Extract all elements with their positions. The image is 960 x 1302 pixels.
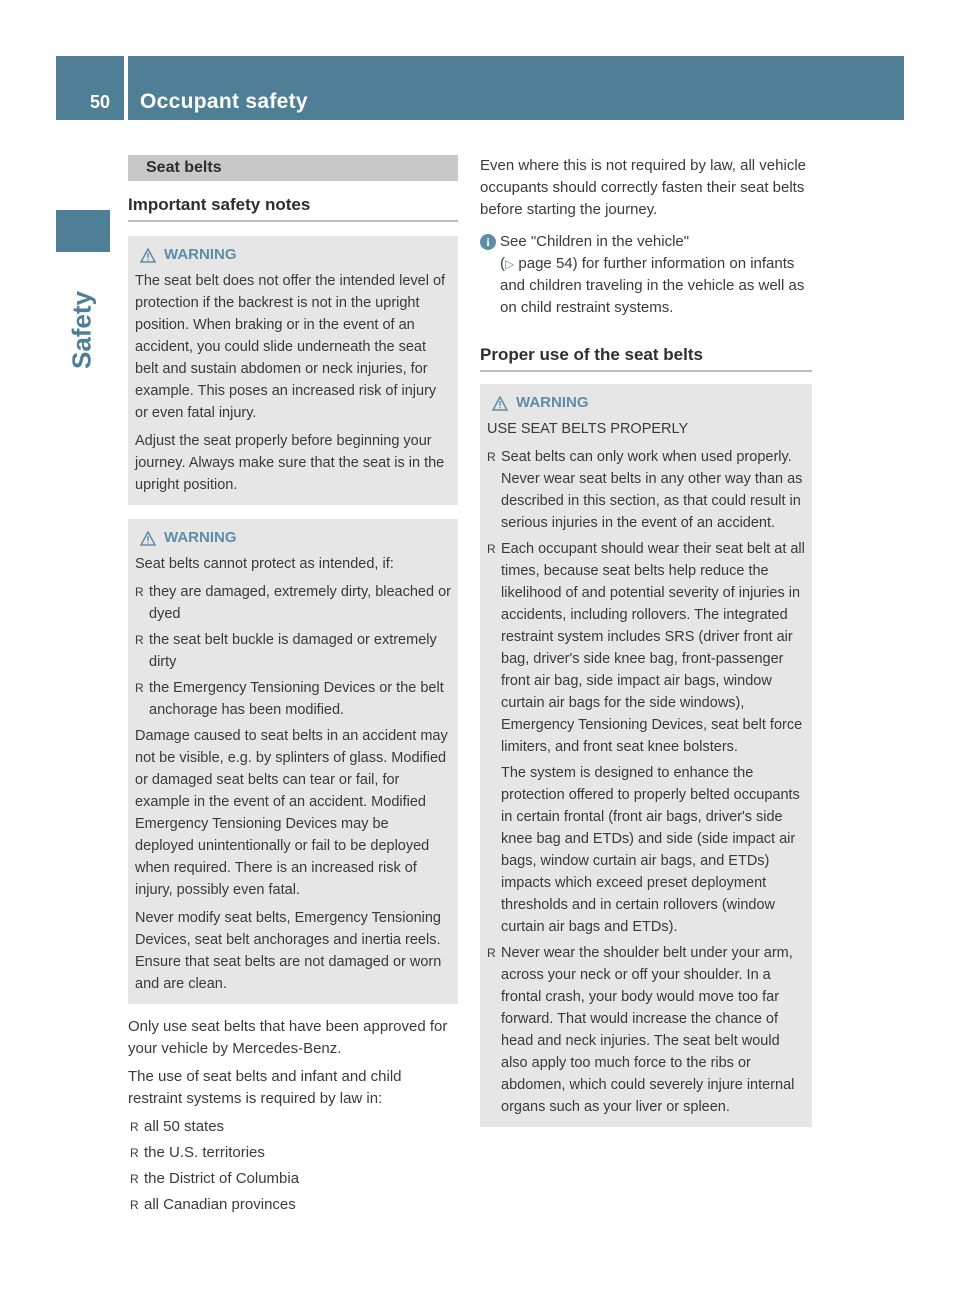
warning-text: Adjust the seat properly before beginning your journey. Always make sure that the seat is in the upright position. bbox=[135, 433, 445, 493]
warning-title: WARNING bbox=[516, 394, 589, 411]
warning-bullet: R they are damaged, extremely dirty, bleached or dyed bbox=[135, 581, 451, 625]
warning-box-proper-use bbox=[480, 384, 812, 1127]
list-item: R all 50 states bbox=[130, 1116, 458, 1138]
warning-title: WARNING bbox=[164, 246, 237, 263]
page-reference-link[interactable]: page 54 bbox=[518, 255, 573, 272]
list-item: R the U.S. territories bbox=[130, 1142, 458, 1164]
warning-title: WARNING bbox=[164, 529, 237, 546]
left-column bbox=[128, 155, 458, 1220]
warning-bullet: R the seat belt buckle is damaged or extremely dirty bbox=[135, 629, 451, 673]
info-text: ) for further information on infants and children traveling in the vehicle as well as on child restraint systems. bbox=[500, 255, 805, 316]
warning-bullet: R Seat belts can only work when used properly. Never wear seat belts in any other way than as described in this section, as that could result in serious injuries in the event of an accident. bbox=[487, 446, 805, 534]
warning-text: The seat belt does not offer the intended level of protection if the backrest is not in the upright position. When braking or in the event of an accident, you could slide underneath the seat belt and sustain abdomen or neck injuries, for example. This poses an increased risk of injury or even fatal injury. bbox=[135, 273, 446, 421]
section-title: Seat belts bbox=[128, 155, 458, 181]
warning-box-seat-belts bbox=[128, 519, 458, 1004]
chapter-title: Occupant safety bbox=[140, 90, 308, 113]
list-item: R the District of Columbia bbox=[130, 1168, 458, 1190]
body-paragraph: The use of seat belts and infant and child restraint systems is required by law in: bbox=[128, 1068, 402, 1107]
warning-triangle-icon bbox=[492, 396, 508, 411]
intro-paragraph: Even where this is not required by law, all vehicle occupants should correctly fasten their seat belts before starting the journey. bbox=[480, 157, 807, 218]
warning-intro: Seat belts cannot protect as intended, if: bbox=[135, 556, 394, 572]
warning-text: Damage caused to seat belts in an accident may not be visible, e.g. by splinters of glass. Modified or damaged seat belts can tear or fail, for example in the event of an accident. Modified Emergency Tensioning Devices may be deployed unintentionally or fail to be deployed when required. There is an increased risk of injury, possibly even fatal. bbox=[135, 728, 448, 898]
info-note: i See "Children in the vehicle" (▷ page 54) for further information on infants and children traveling in the vehicle as well as on child restraint systems. bbox=[480, 231, 812, 319]
side-tab-marker bbox=[56, 210, 110, 252]
side-section-label: Safety bbox=[66, 290, 97, 370]
page-number-box bbox=[56, 56, 124, 120]
page-number: 50 bbox=[90, 92, 111, 112]
page-ref-arrow-icon: ▷ bbox=[505, 257, 515, 271]
warning-box-backrest bbox=[128, 236, 458, 505]
subheading-proper-use: Proper use of the seat belts bbox=[480, 331, 812, 372]
warning-bullet: R Each occupant should wear their seat belt at all times, because seat belts help reduce the likelihood of and potential severity of injuries in accidents, including rollovers. The integrated restraint system includes SRS (driver front air bag, driver's side knee bag, front-passenger front air bag, side impact air bags, window curtain air bags for the side windows), Emergency Tensioning Devices, seat belt force limiters, and front seat knee bolsters. bbox=[487, 538, 805, 758]
list-item: R all Canadian provinces bbox=[130, 1194, 458, 1216]
body-paragraph: Only use seat belts that have been approved for your vehicle by Mercedes-Benz. bbox=[128, 1018, 448, 1057]
info-text: See "Children in the vehicle" bbox=[500, 233, 690, 250]
warning-triangle-icon bbox=[140, 531, 156, 546]
info-icon: i bbox=[480, 234, 496, 250]
warning-text: Never modify seat belts, Emergency Tensioning Devices, seat belt anchorages and inertia reels. Ensure that seat belts are not damaged or worn and are clean. bbox=[135, 910, 442, 992]
warning-bullet-continuation: The system is designed to enhance the protection offered to properly belted occupants in certain frontal (front air bags, driver's side knee bag and ETDs) and side (side impact air bags, window curtain air bags, and ETDs) impacts which exceed preset deployment thresholds and in certain rollovers (window curtain air bags and ETDs). bbox=[501, 765, 800, 935]
warning-heading: USE SEAT BELTS PROPERLY bbox=[487, 421, 689, 437]
chapter-header bbox=[128, 56, 904, 120]
warning-bullet: R the Emergency Tensioning Devices or the belt anchorage has been modified. bbox=[135, 677, 451, 721]
right-column bbox=[480, 155, 812, 1127]
warning-triangle-icon bbox=[140, 248, 156, 263]
subheading-important-safety-notes: Important safety notes bbox=[128, 181, 458, 222]
warning-bullet: R Never wear the shoulder belt under your arm, across your neck or off your shoulder. In a frontal crash, your body would move too far forward. That would increase the chance of head and neck injuries. The seat belt would also apply too much force to the ribs or abdomen, which could severely injure internal organs such as your liver or spleen. bbox=[487, 942, 805, 1118]
